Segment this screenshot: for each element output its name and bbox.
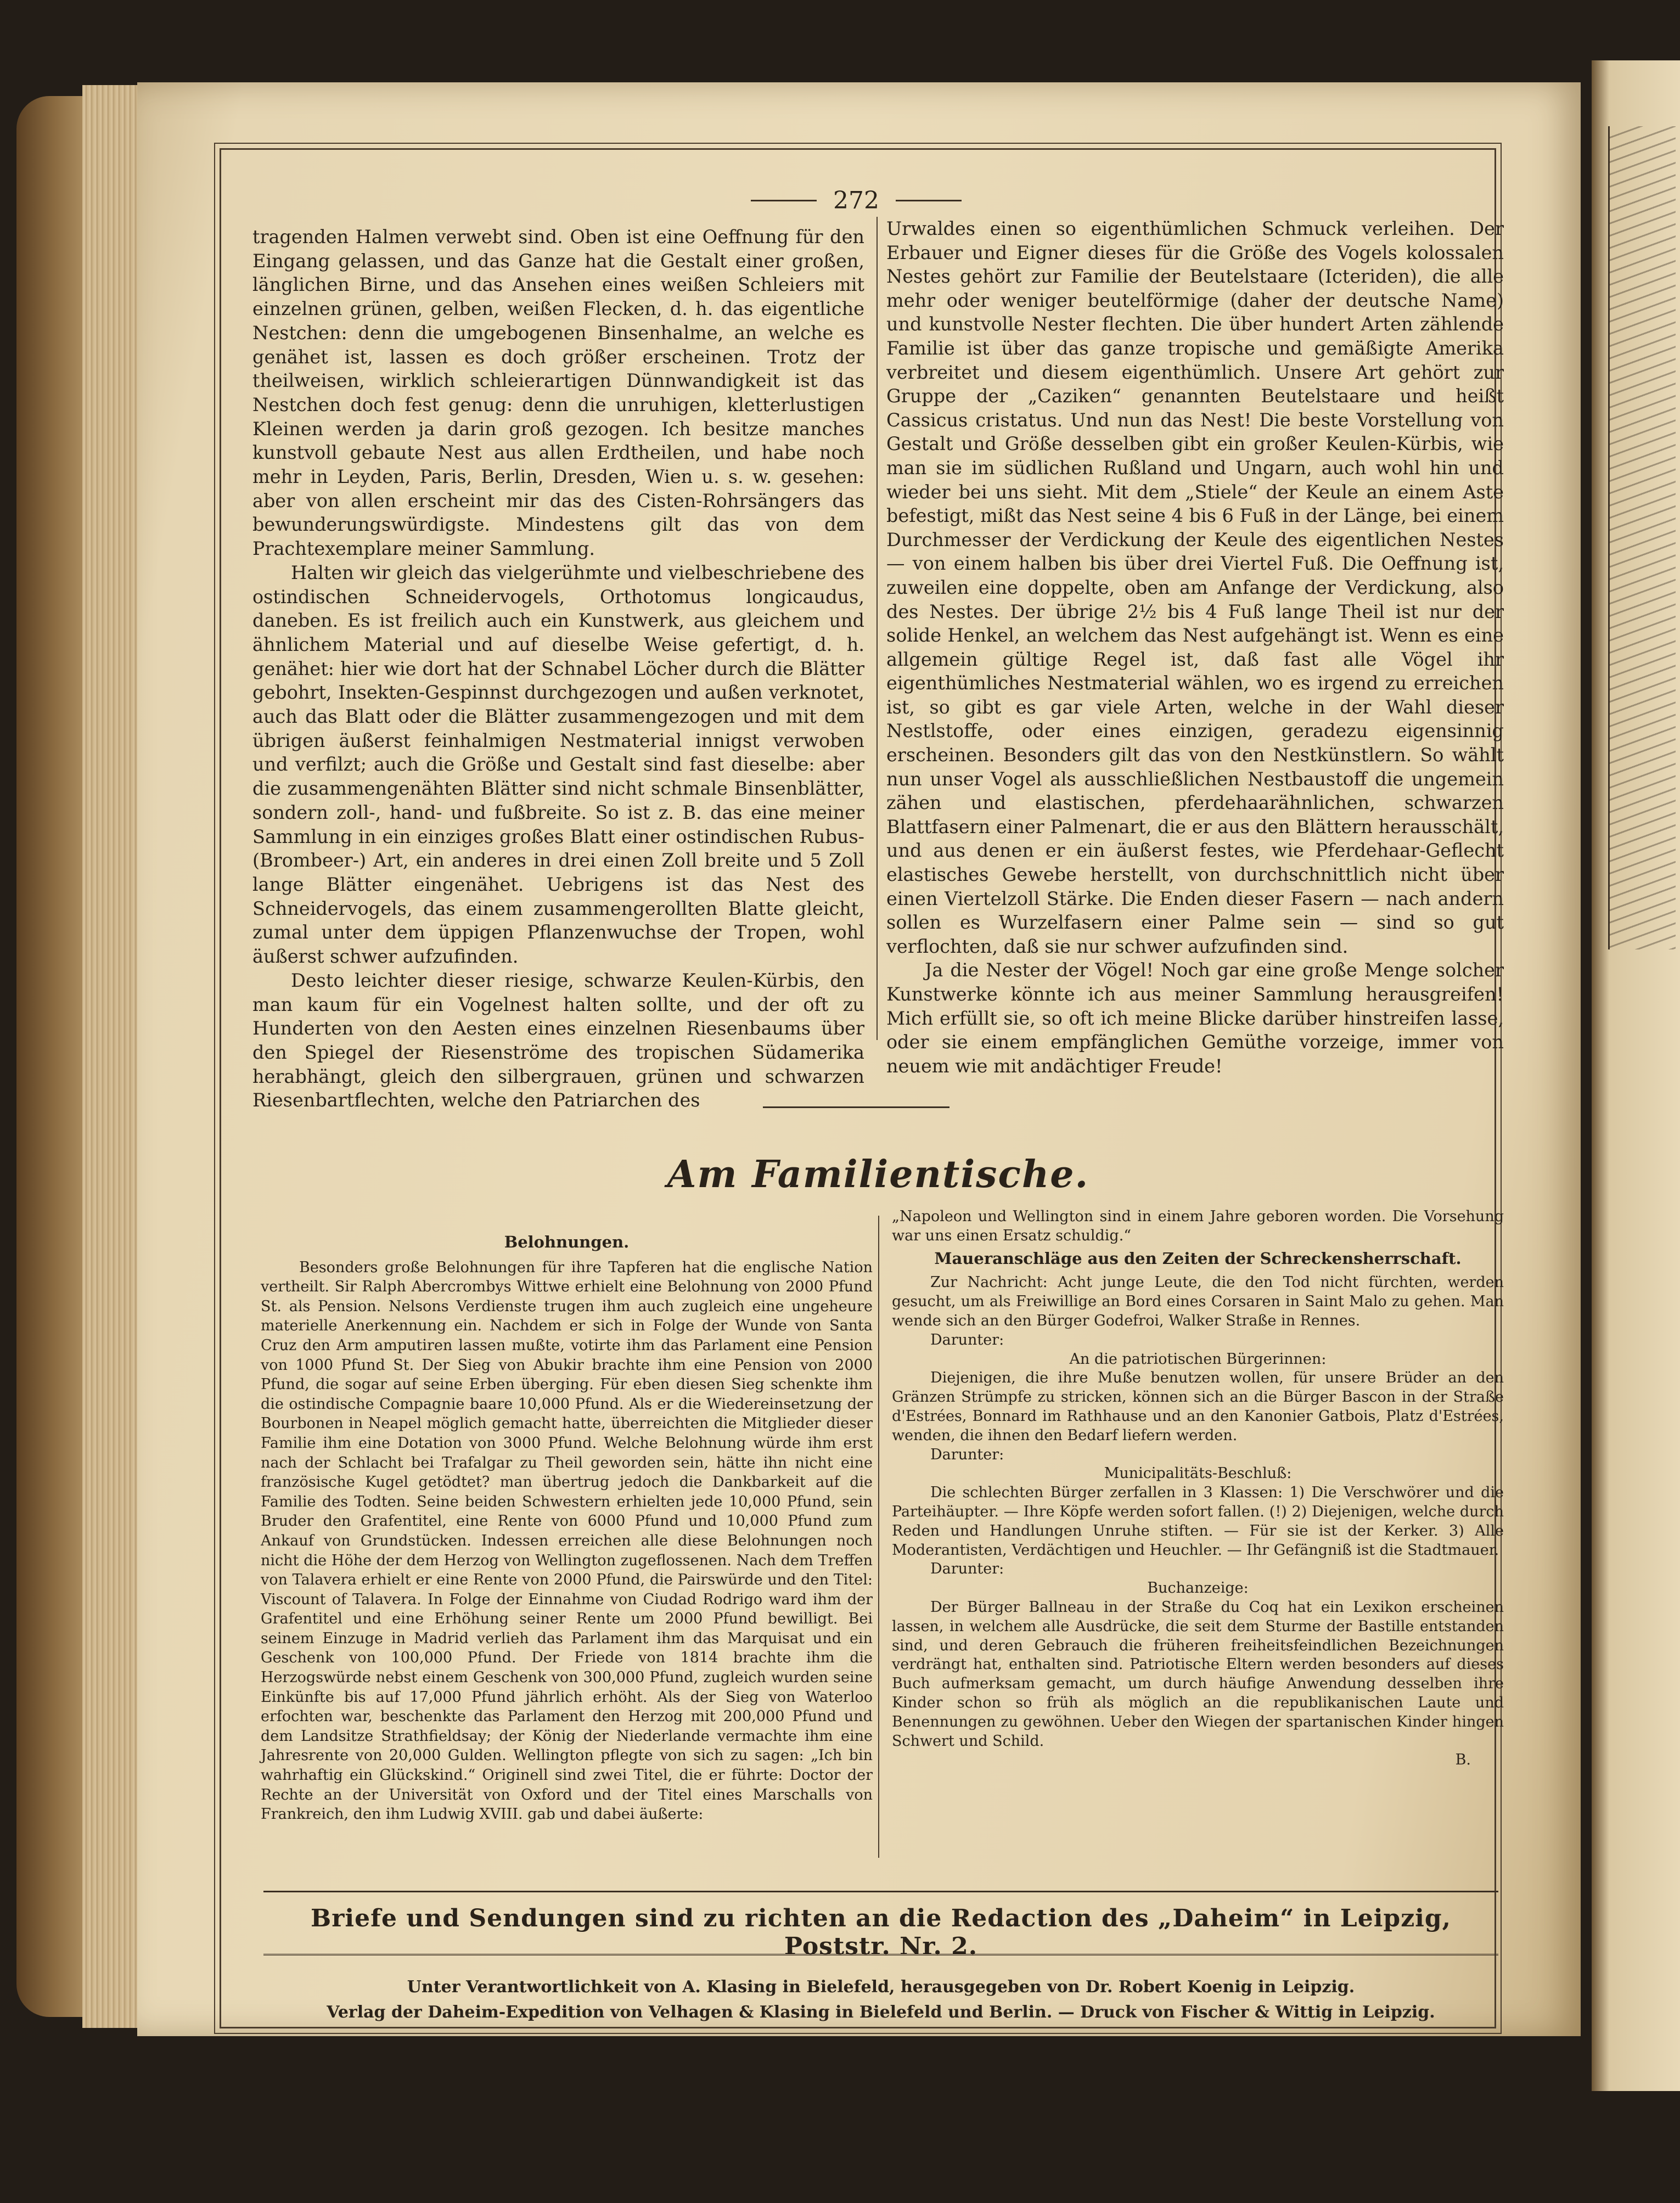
book-text: Der Bürger Ballneau in der Straße du Coq hat ein Lexikon erscheinen lassen, in welchem alle Ausdrücke, die seit dem Sturme der Bastille entstanden sind, und deren Gebrauch die früheren freiheitsfeindlichen Bezeichnungen verdrängt hat, enthalten sind. Patriotische Eltern werden besonders auf dieses Buch aufmerksam gemacht, um durch häufige Anwendung desselben ihre Kinder schon so früh als möglich an die republikanischen Laute und Benennungen zu gewöhnen. Ueber den Wiegen der spartanischen Kinder hingen Schwert und Schild. xyxy=(892,1598,1504,1750)
imprint-line-2: Verlag der Daheim-Expedition von Velhagen & Klasing in Bielefeld und Berlin. — Druck von Fischer & Wittig in Leipzig. xyxy=(327,2003,1435,2022)
column-divider xyxy=(876,217,878,1040)
book-title: Buchanzeige: xyxy=(1147,1580,1249,1597)
notice-text: Zur Nachricht: Acht junge Leute, die den Tod nicht fürchten, werden gesucht, um als Freiwillige an Bord eines Corsaren in Saint Malo zu gehen. Man wende sich an den Bürger Godefroi, Walker Straße in Rennes. xyxy=(892,1274,1504,1329)
decree-title: Municipalitäts-Beschluß: xyxy=(1104,1465,1292,1482)
editorial-notice: Briefe und Sendungen sind zu richten an die Redaction des „Daheim“ in Leipzig, Poststr. Nr. 2. xyxy=(311,1904,1451,1960)
rewards-text: Besonders große Belohnungen für ihre Tapferen hat die englische Nation vertheilt. Sir Ralph Abercrombys Wittwe erhielt eine Belohnung von 2000 Pfund St. als Pension. Nelsons Verdienste trugen ihm auch zugleich eine ungeheure materielle Anerkennung ein. Nachdem er sich in Folge der Wunde von Santa Cruz den Arm amputiren lassen mußte, votirte ihm das Parlament eine Pension von 1000 Pfund St. Der Sieg von Abukir brachte ihm eine Pension von 2000 Pfund, die sogar auf seine Erben überging. Für eben diesen Sieg schenkte ihm die ostindische Compagnie baare 10,000 Pfund. Als er die Wiedereinsetzung der Bourbonen in Neapel möglich gemacht hatte, überreichten die Mitglieder dieser Familie ihm eine Dotation von 3000 Pfund. Welche Belohnung würde ihm erst nach der Schlacht bei Trafalgar zu Theil geworden sein, hätte ihn nicht eine französische Kugel getödtet? man übertrug jedoch die Dankbarkeit auf die Familie des Todten. Seine beiden Schwestern erhielten jede 10,000 Pfund, sein Bruder den Grafentitel, eine Rente von 6000 Pfund und 10,000 Pfund zum Ankauf von Grundstücken. Indessen erreichen alle diese Belohnungen noch nicht die Höhe der dem Herzog von Wellington zugeflossenen. Nach dem Treffen von Talavera erhielt er eine Rente von 2000 Pfund, die Pairswürde und den Titel: Viscount of Talavera. In Folge der Einnahme von Ciudad Rodrigo ward ihm der Grafentitel und eine Erhöhung seiner Rente um 2000 Pfund bewilligt. Bei seinem Einzuge in Madrid verlieh das Parlament ihm das Marquisat und ein Geschenk von 100,000 Pfund. Der Friede von 1814 brachte ihm die Herzogswürde nebst einem Geschenk von 300,000 Pfund, zugleich wurden seine Einkünfte bis auf 17,000 Pfund jährlich erhöht. Als der Sieg von Waterloo erfochten war, beschenkte das Parlament den Herzog mit 200,000 Pfund und dem Landsitze Strathfieldsay; der König der Niederlande vermachte ihm eine Jahresrente von 20,000 Gulden. Wellington pflegte von sich zu sagen: „Ich bin wahrhaftig ein Glückskind.“ Originell sind zwei Titel, die er führte: Doctor der Rechte an der Universität von Oxford und der Titel eines Marschalls von Frankreich, den ihm Ludwig XVIII. gab und dabei äußerte: xyxy=(261,1258,873,1823)
rewards-column xyxy=(261,1229,873,1824)
paragraph: Halten wir gleich das vielgerühmte und vielbeschriebene des ostindischen Schneidervogels, Orthotomus longicaudus, daneben. Es ist freilich auch ein Kunstwerk, aus gleichem und ähnlichem Material und auf dieselbe Weise gefertigt, d. h. genähet: hier wie dort hat der Schnabel Löcher durch die Blätter gebohrt, Insekten-Gespinnst durchgezogen und außen verknotet, auch das Blatt oder die Blätter zusammengezogen und mit dem übrigen äußerst feinhalmigen Nestmaterial innigst verwoben und verfilzt; auch die Größe und Gestalt sind fast dieselbe: aber die zusammengenähten Blätter sind nicht schmale Binsenblätter, sondern zoll-, hand- und fußbreite. So ist z. B. das eine meiner Sammlung in ein einziges großes Blatt einer ostindischen Rubus- (Brombeer-) Art, ein anderes in drei einen Zoll breite und 5 Zoll lange Blätter eingenähet. Uebrigens ist das Nest des Schneidervogels, das einem zusammengerollten Blatte gleicht, zumal unter dem üppigen Pflanzenwuchse der Tropen, wohl äußerst schwer aufzufinden. xyxy=(252,561,864,968)
quote-text: „Napoleon und Wellington sind in einem Jahre geboren worden. Die Vorsehung war uns einen Ersatz schuldig.“ xyxy=(892,1208,1504,1244)
facing-page xyxy=(1592,60,1680,2091)
header-dash-right xyxy=(896,200,962,201)
signature: B. xyxy=(1455,1751,1471,1769)
article-column-left xyxy=(252,225,864,1112)
facing-page-illustration xyxy=(1608,126,1676,949)
page-number: 272 xyxy=(833,186,879,215)
imprint-rule xyxy=(263,1954,1498,1958)
imprint xyxy=(263,1975,1498,2025)
posters-column xyxy=(892,1207,1504,1770)
paragraph: Ja die Nester der Vögel! Noch gar eine große Menge solcher Kunstwerke könnte ich aus meiner Sammlung herausgreifen! Mich erfüllt sie, so oft ich meine Blicke darüber hinstreifen lasse, oder sie einem empfänglichen Gemüthe vorzeige, immer von neuem wie mit andächtiger Freude! xyxy=(886,959,1504,1077)
section-title: Am Familientische. xyxy=(667,1153,1089,1196)
decree-text: Die schlechten Bürger zerfallen in 3 Klassen: 1) Die Verschwörer und die Parteihäupter. — Ihre Köpfe werden sofort fallen. (!) 2) Diejenigen, welche durch Reden und Handlungen Unruhe stiften. — Für sie ist der Kerker. 3) Alle Moderantisten, Verdächtigen und Heuchler. — Ihr Gefängniß ist die Stadtmauer. xyxy=(892,1484,1504,1559)
darunter-label: Darunter: xyxy=(930,1560,1004,1578)
notice-rule-top xyxy=(263,1891,1498,1892)
paragraph: tragenden Halmen verwebt sind. Oben ist eine Oeffnung für den Eingang gelassen, und das Ganze hat die Gestalt einer großen, länglichen Birne, und das Ansehen eines weißen Schleiers mit einzelnen grünen, gelben, weißen Flecken, d. h. das eigentliche Nestchen: denn die umgebogenen Binsenhalme, an welche es genähet ist, lassen es doch größer erscheinen. Trotz der theilweisen, wirklich schleierartigen Dünnwandigkeit ist das Nestchen doch fest genug: denn die unruhigen, kletterlustigen Kleinen werden ja darin groß gezogen. Ich besitze manches kunstvoll gebaute Nest aus allen Erdtheilen, und habe noch mehr in Leyden, Paris, Berlin, Dresden, Wien u. s. w. gesehen: aber von allen erscheint mir das des Cisten-Rohrsängers das bewunderungswürdigste. Mindestens gilt das von dem Prachtexemplare meiner Sammlung. xyxy=(252,226,864,560)
rewards-heading: Belohnungen. xyxy=(504,1233,630,1251)
appeal-title: An die patriotischen Bürgerinnen: xyxy=(1069,1350,1327,1368)
page-header xyxy=(730,184,982,217)
column-divider xyxy=(878,1216,879,1858)
section-divider xyxy=(763,1106,949,1108)
posters-heading: Maueranschläge aus den Zeiten der Schreckensherrschaft. xyxy=(934,1249,1462,1268)
darunter-label: Darunter: xyxy=(930,1331,1004,1348)
imprint-line-1: Unter Verantwortlichkeit von A. Klasing in Bielefeld, herausgegeben von Dr. Robert Koenig in Leipzig. xyxy=(407,1977,1355,1997)
paragraph: Desto leichter dieser riesige, schwarze Keulen-Kürbis, den man kaum für ein Vogelnest halten sollte, und der oft zu Hunderten von den Aesten eines einzelnen Riesenbaums über den Spiegel der Riesenströme des tropischen Südamerika herabhängt, gleich den silbergrauen, grünen und schwarzen Riesenbartflechten, welche den Patriarchen des xyxy=(252,969,864,1111)
paragraph: Urwaldes einen so eigenthümlichen Schmuck verleihen. Der Erbauer und Eigner dieses für die Größe des Vogels kolossalen Nestes gehört zur Familie der Beutelstaare (Icteriden), die alle mehr oder weniger beutelförmige (daher der deutsche Name) und kunstvolle Nester flechten. Die über hundert Arten zählende Familie ist über das ganze tropische und gemäßigte Amerika verbreitet und diesem eigenthümlich. Unsere Art gehört zur Gruppe der „Caziken“ genannten Beutelstaare und heißt Cassicus cristatus. Und nun das Nest! Die beste Vorstellung von Gestalt und Größe desselben gibt ein großer Keulen-Kürbis, wie man sie im südlichen Rußland und Ungarn, auch wohl hin und wieder bei uns sieht. Mit dem „Stiele“ der Keule an einem Aste befestigt, mißt das Nest seine 4 bis 6 Fuß in der Länge, bei einem Durchmesser der Verdickung der Keule des eigentlichen Nestes — von einem halben bis über drei Viertel Fuß. Die Oeffnung ist, zuweilen eine doppelte, oben am Anfange der Verdickung, also des Nestes. Der übrige 2½ bis 4 Fuß lange Theil ist nur der solide Henkel, an welchem das Nest aufgehängt ist. Wenn es eine allgemein gültige Regel ist, daß fast alle Vögel ihr eigenthümliches Nestmaterial wählen, wo es irgend zu erreichen ist, so gibt es gar viele Arten, welche in der Wahl dieser Nestlstoffe, oder eines einzigen, geradezu eigensinnig erscheinen. Besonders gilt das von den Nestkünstlern. So wählt nun unser Vogel als ausschließlichen Nestbaustoff die ungemein zähen und elastischen, pferdehaarähnlichen, schwarzen Blattfasern einer Palmenart, die er aus den Blättern herausschält, und aus denen er ein äußerst festes, wie Pferdehaar-Geflecht elastisches Gewebe herstellt, von durchschnittlich nicht über einen Viertelzoll Stärke. Die Enden dieser Fasern — nach andern sollen es Wurzelfasern einer Palme sein — sind so gut verflochten, daß sie nur schwer aufzufinden sind. xyxy=(886,218,1504,957)
darunter-label: Darunter: xyxy=(930,1446,1004,1463)
appeal-text: Diejenigen, die ihre Muße benutzen wollen, für unsere Brüder an den Gränzen Strümpfe zu stricken, können sich an die Bürger Bascon in der Straße d'Estrées, Bonnard im Rathhause und an den Kanonier Gatbois, Platz d'Estrées, wenden, die ihnen den Bedarf liefern werden. xyxy=(892,1369,1504,1444)
header-dash-left xyxy=(751,200,817,201)
article-column-right xyxy=(886,217,1504,1078)
